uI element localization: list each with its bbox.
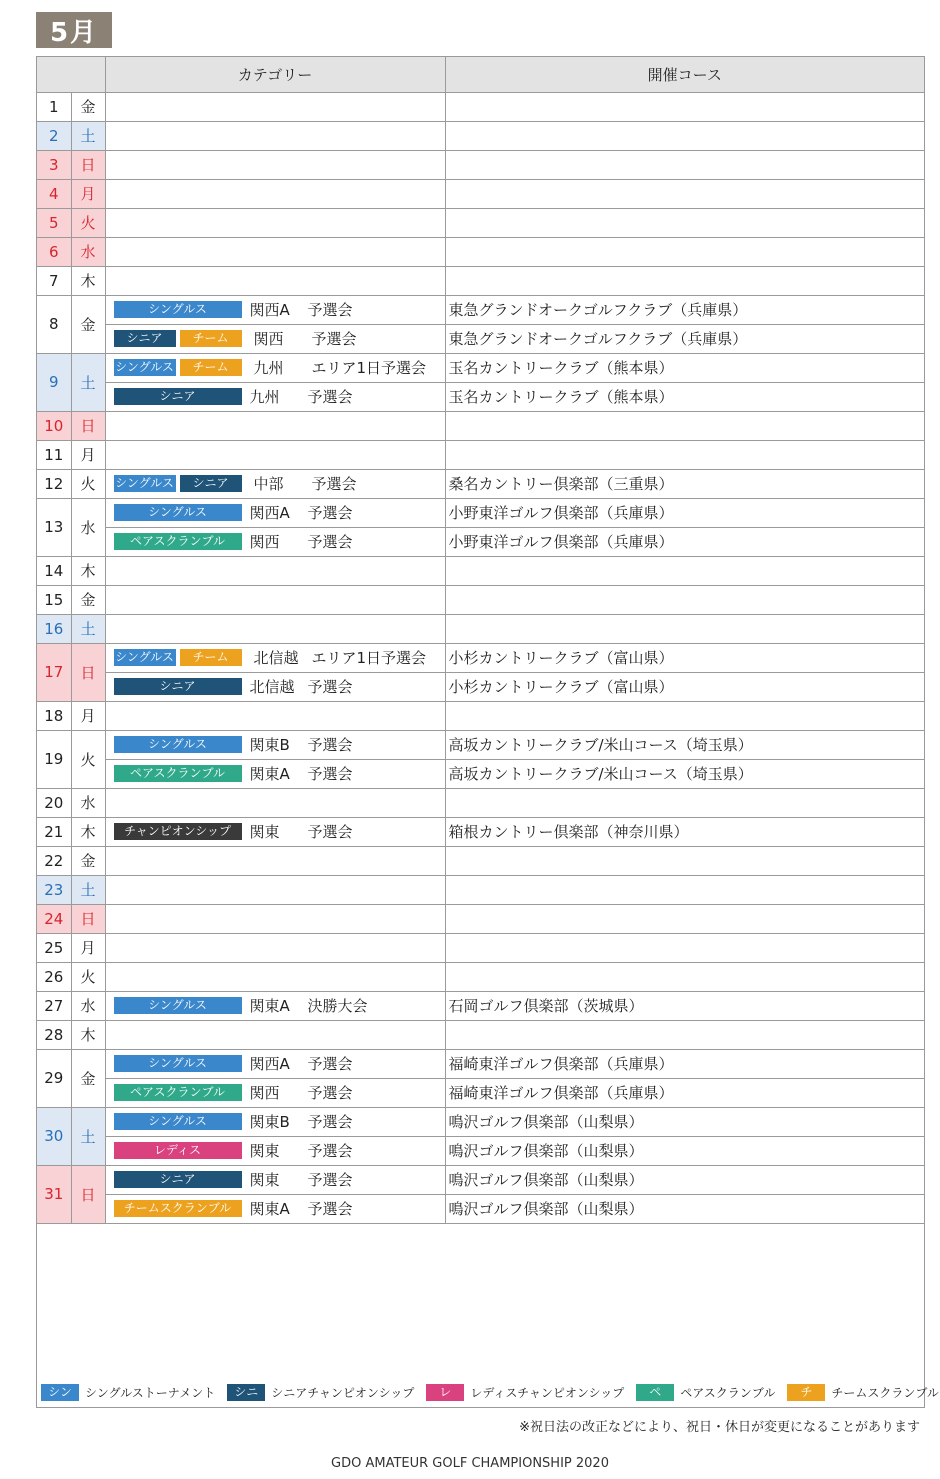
table-row	[37, 92, 924, 121]
course-cell	[445, 121, 924, 150]
table-row	[37, 121, 924, 150]
course-cell: 桑名カントリー倶楽部（三重県）	[445, 469, 924, 498]
region-label: 関東	[249, 1142, 280, 1160]
table-row	[37, 1107, 924, 1136]
region-label: 北信越	[253, 649, 299, 667]
weekday-label: 月	[71, 440, 105, 469]
table-row	[37, 962, 924, 991]
region-label: 関東	[249, 1171, 280, 1189]
legend-label: ペアスクランブル	[680, 1385, 776, 1400]
table-row	[37, 498, 924, 527]
category-cell	[105, 556, 445, 585]
weekday-label: 日	[71, 904, 105, 933]
day-number: 4	[37, 179, 71, 208]
category-tag-senior: シニア	[114, 330, 176, 347]
legend-swatch-senior: シニ	[227, 1384, 265, 1401]
category-tag-pair: ペアスクランブル	[114, 765, 242, 782]
weekday-label: 月	[71, 701, 105, 730]
table-row	[37, 353, 924, 382]
schedule-frame	[36, 56, 939, 1408]
legend-item	[787, 1384, 939, 1401]
region-label: 九州	[249, 388, 280, 406]
weekday-label: 日	[71, 411, 105, 440]
weekday-label: 水	[71, 498, 105, 556]
region-label: 関西A	[249, 504, 290, 522]
day-number: 20	[37, 788, 71, 817]
category-tag-singles: シングルス	[114, 301, 242, 318]
category-cell	[105, 904, 445, 933]
stage-label: 予選会	[307, 301, 353, 319]
region-label: 関東A	[249, 997, 290, 1015]
weekday-label: 木	[71, 266, 105, 295]
day-number: 8	[37, 295, 71, 353]
region-label: 関西	[253, 330, 284, 348]
course-cell	[445, 875, 924, 904]
day-number: 24	[37, 904, 71, 933]
day-number: 23	[37, 875, 71, 904]
weekday-label: 土	[71, 121, 105, 150]
stage-label: 予選会	[307, 1055, 353, 1073]
stage-label: 予選会	[307, 388, 353, 406]
legend-label: シニアチャンピオンシップ	[271, 1385, 415, 1400]
day-number: 12	[37, 469, 71, 498]
table-row	[37, 1194, 924, 1223]
course-cell	[445, 556, 924, 585]
header-category: カテゴリー	[105, 57, 445, 92]
category-cell	[105, 1020, 445, 1049]
day-number: 22	[37, 846, 71, 875]
category-cell	[105, 208, 445, 237]
category-cell	[105, 933, 445, 962]
course-cell: 福崎東洋ゴルフ倶楽部（兵庫県）	[445, 1078, 924, 1107]
category-tag-singles: シングルス	[114, 736, 242, 753]
legend-item	[227, 1384, 414, 1401]
table-row	[37, 208, 924, 237]
day-number: 21	[37, 817, 71, 846]
region-label: 関東B	[249, 1113, 290, 1131]
table-row	[37, 643, 924, 672]
category-cell	[105, 92, 445, 121]
legend-label: チームスクランブル	[831, 1385, 939, 1400]
category-cell	[105, 150, 445, 179]
category-tag-senior: シニア	[114, 388, 242, 405]
table-row	[37, 846, 924, 875]
table-row	[37, 730, 924, 759]
category-cell	[105, 846, 445, 875]
course-cell	[445, 411, 924, 440]
category-cell	[105, 237, 445, 266]
course-cell	[445, 585, 924, 614]
category-cell	[105, 730, 445, 759]
category-tag-singles: シングルス	[115, 650, 174, 664]
legend-swatch-ladies: レ	[426, 1384, 464, 1401]
category-tag-singles: シングルス	[114, 1113, 242, 1130]
weekday-label: 火	[71, 730, 105, 788]
category-tag-singles: シングルス	[114, 1055, 242, 1072]
category-tag-pair: ペアスクランブル	[114, 533, 242, 550]
header-corner	[37, 57, 105, 92]
region-label: 関東A	[249, 1200, 290, 1218]
legend-swatch-pair: ペ	[636, 1384, 674, 1401]
table-row	[37, 556, 924, 585]
category-tag-singles: シングルス	[114, 997, 242, 1014]
day-number: 2	[37, 121, 71, 150]
table-row	[37, 527, 924, 556]
stage-label: 予選会	[307, 823, 353, 841]
table-row	[37, 585, 924, 614]
stage-label: 予選会	[311, 475, 357, 493]
category-tag-singles: シングルス	[114, 504, 242, 521]
day-number: 3	[37, 150, 71, 179]
weekday-label: 金	[71, 1049, 105, 1107]
stage-label: 予選会	[307, 504, 353, 522]
category-cell	[105, 788, 445, 817]
weekday-label: 日	[71, 1165, 105, 1223]
region-label: 関東	[249, 823, 280, 841]
day-number: 25	[37, 933, 71, 962]
table-row	[37, 817, 924, 846]
category-cell	[105, 817, 445, 846]
table-row	[37, 324, 924, 353]
course-cell	[445, 788, 924, 817]
day-number: 14	[37, 556, 71, 585]
legend-label: シングルストーナメント	[85, 1385, 216, 1400]
table-row	[37, 237, 924, 266]
stage-label: 予選会	[307, 1200, 353, 1218]
course-cell	[445, 150, 924, 179]
legend-label: レディスチャンピオンシップ	[470, 1385, 625, 1400]
day-number: 10	[37, 411, 71, 440]
region-label: 関東B	[249, 736, 290, 754]
table-row	[37, 788, 924, 817]
region-label: 関西	[249, 1084, 280, 1102]
stage-label: 予選会	[307, 533, 353, 551]
day-number: 11	[37, 440, 71, 469]
day-number: 19	[37, 730, 71, 788]
region-label: 関西A	[249, 1055, 290, 1073]
category-cell	[105, 672, 445, 701]
day-number: 27	[37, 991, 71, 1020]
category-tag-champion: チャンピオンシップ	[114, 823, 242, 840]
footnote: ※祝日法の改正などにより、祝日・休日が変更になることがあります	[519, 1420, 920, 1435]
day-number: 7	[37, 266, 71, 295]
category-cell	[105, 440, 445, 469]
category-cell	[105, 1049, 445, 1078]
course-cell	[445, 846, 924, 875]
day-number: 30	[37, 1107, 71, 1165]
region-label: 関西	[249, 533, 280, 551]
weekday-label: 木	[71, 556, 105, 585]
table-row	[37, 1020, 924, 1049]
category-tag-senior: シニア	[114, 1171, 242, 1188]
category-cell	[105, 614, 445, 643]
day-number: 5	[37, 208, 71, 237]
month-badge: 5月	[36, 12, 112, 48]
course-cell	[445, 92, 924, 121]
stage-label: エリア1日予選会	[311, 359, 427, 377]
table-row	[37, 701, 924, 730]
table-row	[37, 295, 924, 324]
stage-label: エリア1日予選会	[311, 649, 427, 667]
region-label: 関東A	[249, 765, 290, 783]
course-cell: 鳴沢ゴルフ倶楽部（山梨県）	[445, 1107, 924, 1136]
category-cell	[105, 121, 445, 150]
day-number: 29	[37, 1049, 71, 1107]
weekday-label: 土	[71, 1107, 105, 1165]
header-course: 開催コース	[445, 57, 924, 92]
category-cell	[105, 991, 445, 1020]
category-cell	[105, 1078, 445, 1107]
weekday-label: 火	[71, 208, 105, 237]
legend-item	[41, 1384, 215, 1401]
table-row	[37, 614, 924, 643]
legend-swatch-singles: シン	[41, 1384, 79, 1401]
weekday-label: 火	[71, 962, 105, 991]
region-label: 中部	[253, 475, 284, 493]
category-cell	[105, 585, 445, 614]
course-cell: 小野東洋ゴルフ倶楽部（兵庫県）	[445, 498, 924, 527]
table-row	[37, 469, 924, 498]
weekday-label: 金	[71, 846, 105, 875]
course-cell	[445, 440, 924, 469]
category-cell	[105, 1194, 445, 1223]
table-row	[37, 672, 924, 701]
weekday-label: 土	[71, 353, 105, 411]
course-cell: 高坂カントリークラブ/米山コース（埼玉県）	[445, 730, 924, 759]
course-cell: 鳴沢ゴルフ倶楽部（山梨県）	[445, 1136, 924, 1165]
legend-item	[636, 1384, 775, 1401]
day-number: 26	[37, 962, 71, 991]
region-label: 九州	[253, 359, 284, 377]
weekday-label: 金	[71, 92, 105, 121]
category-cell	[105, 382, 445, 411]
stage-label: 予選会	[307, 678, 353, 696]
course-cell	[445, 266, 924, 295]
weekday-label: 金	[71, 295, 105, 353]
day-number: 15	[37, 585, 71, 614]
day-number: 16	[37, 614, 71, 643]
course-cell: 福崎東洋ゴルフ倶楽部（兵庫県）	[445, 1049, 924, 1078]
weekday-label: 土	[71, 875, 105, 904]
day-number: 9	[37, 353, 71, 411]
course-cell	[445, 1020, 924, 1049]
category-cell	[105, 1136, 445, 1165]
weekday-label: 水	[71, 788, 105, 817]
table-row	[37, 411, 924, 440]
category-cell	[105, 295, 445, 324]
category-cell	[105, 353, 445, 382]
day-number: 31	[37, 1165, 71, 1223]
category-cell	[105, 527, 445, 556]
legend-item	[426, 1384, 624, 1401]
category-tag-team: チーム	[180, 330, 242, 347]
table-row	[37, 440, 924, 469]
category-tag-ladies: レディス	[114, 1142, 242, 1159]
legend-swatch-team: チ	[787, 1384, 825, 1401]
table-row	[37, 1136, 924, 1165]
course-cell: 玉名カントリークラブ（熊本県）	[445, 382, 924, 411]
weekday-label: 木	[71, 817, 105, 846]
course-cell	[445, 179, 924, 208]
course-cell	[445, 933, 924, 962]
region-label: 関西A	[249, 301, 290, 319]
course-cell: 小杉カントリークラブ（富山県）	[445, 643, 924, 672]
table-row	[37, 382, 924, 411]
stage-label: 予選会	[307, 1084, 353, 1102]
category-cell	[105, 962, 445, 991]
course-cell: 東急グランドオークゴルフクラブ（兵庫県）	[445, 295, 924, 324]
table-row	[37, 179, 924, 208]
day-number: 6	[37, 237, 71, 266]
category-tag-team: チーム	[180, 649, 242, 666]
region-label: 北信越	[249, 678, 295, 696]
weekday-label: 日	[71, 150, 105, 179]
category-cell	[105, 875, 445, 904]
category-tag-team: チームスクランブル	[114, 1200, 242, 1217]
category-cell	[105, 498, 445, 527]
course-cell: 鳴沢ゴルフ倶楽部（山梨県）	[445, 1165, 924, 1194]
course-cell	[445, 208, 924, 237]
course-cell: 小杉カントリークラブ（富山県）	[445, 672, 924, 701]
category-tag-senior: シニア	[180, 475, 242, 492]
category-tag-singles: シングルス	[115, 360, 174, 374]
weekday-label: 木	[71, 1020, 105, 1049]
weekday-label: 金	[71, 585, 105, 614]
course-cell	[445, 904, 924, 933]
category-cell	[105, 759, 445, 788]
weekday-label: 火	[71, 469, 105, 498]
category-cell	[105, 1165, 445, 1194]
legend	[41, 1383, 939, 1401]
category-cell	[105, 469, 445, 498]
course-cell: 高坂カントリークラブ/米山コース（埼玉県）	[445, 759, 924, 788]
table-row	[37, 1165, 924, 1194]
weekday-label: 水	[71, 237, 105, 266]
day-number: 18	[37, 701, 71, 730]
stage-label: 予選会	[307, 765, 353, 783]
category-tag-team: チーム	[180, 359, 242, 376]
course-cell	[445, 701, 924, 730]
stage-label: 予選会	[307, 1113, 353, 1131]
table-row	[37, 875, 924, 904]
weekday-label: 水	[71, 991, 105, 1020]
weekday-label: 月	[71, 933, 105, 962]
table-row	[37, 266, 924, 295]
page-footer: GDO AMATEUR GOLF CHAMPIONSHIP 2020	[331, 1456, 609, 1471]
table-row	[37, 759, 924, 788]
table-row	[37, 1078, 924, 1107]
category-cell	[105, 266, 445, 295]
stage-label: 予選会	[311, 330, 357, 348]
table-row	[37, 904, 924, 933]
table-row	[37, 1049, 924, 1078]
day-number: 28	[37, 1020, 71, 1049]
course-cell: 東急グランドオークゴルフクラブ（兵庫県）	[445, 324, 924, 353]
schedule-body	[37, 92, 924, 1223]
course-cell: 鳴沢ゴルフ倶楽部（山梨県）	[445, 1194, 924, 1223]
schedule-table	[37, 57, 924, 1224]
day-number: 17	[37, 643, 71, 701]
course-cell: 玉名カントリークラブ（熊本県）	[445, 353, 924, 382]
day-number: 13	[37, 498, 71, 556]
stage-label: 予選会	[307, 1142, 353, 1160]
category-cell	[105, 179, 445, 208]
category-cell	[105, 1107, 445, 1136]
category-cell	[105, 701, 445, 730]
category-tag-pair: ペアスクランブル	[114, 1084, 242, 1101]
weekday-label: 月	[71, 179, 105, 208]
category-cell	[105, 643, 445, 672]
category-cell	[105, 324, 445, 353]
stage-label: 予選会	[307, 736, 353, 754]
table-row	[37, 933, 924, 962]
table-row	[37, 991, 924, 1020]
weekday-label: 土	[71, 614, 105, 643]
course-cell: 石岡ゴルフ倶楽部（茨城県）	[445, 991, 924, 1020]
stage-label: 予選会	[307, 1171, 353, 1189]
weekday-label: 日	[71, 643, 105, 701]
category-tag-senior: シニア	[114, 678, 242, 695]
course-cell	[445, 962, 924, 991]
stage-label: 決勝大会	[307, 997, 368, 1015]
course-cell: 箱根カントリー倶楽部（神奈川県）	[445, 817, 924, 846]
day-number: 1	[37, 92, 71, 121]
course-cell	[445, 237, 924, 266]
course-cell	[445, 614, 924, 643]
category-cell	[105, 411, 445, 440]
table-row	[37, 150, 924, 179]
category-tag-singles: シングルス	[115, 476, 174, 490]
course-cell: 小野東洋ゴルフ倶楽部（兵庫県）	[445, 527, 924, 556]
